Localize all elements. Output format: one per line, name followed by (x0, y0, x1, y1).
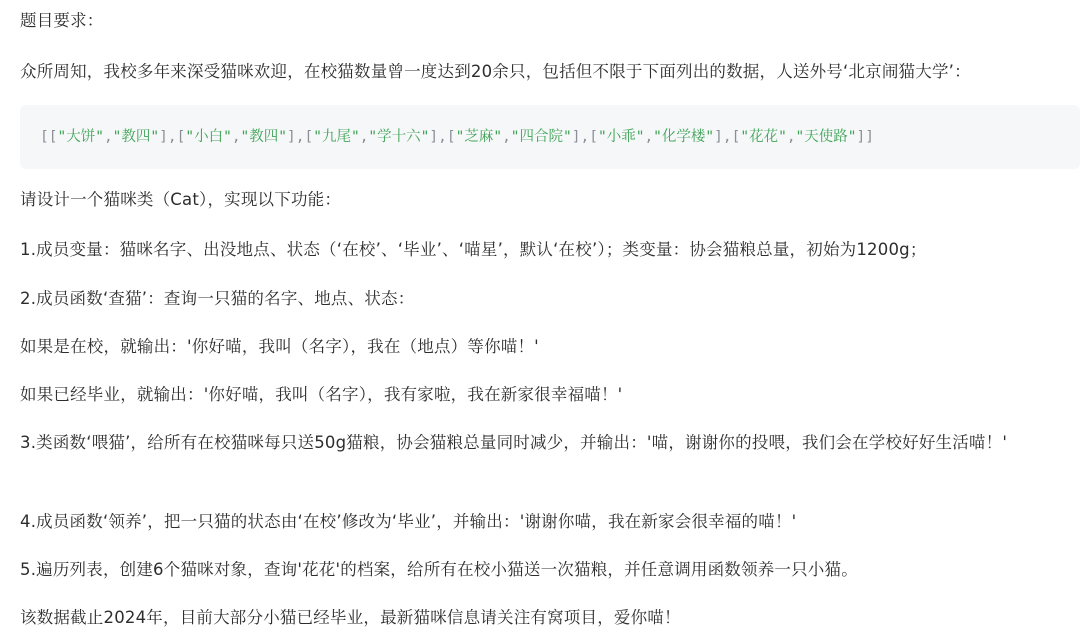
requirement-4: 4.成员函数‘领养’，把一只猫的状态由‘在校’修改为‘毕业’，并输出：'谢谢你喵，我在新家会很幸福的喵！' (20, 512, 797, 531)
code-bracket: [ (589, 129, 598, 145)
code-bracket: ] (865, 129, 874, 145)
code-comma: , (359, 129, 369, 145)
code-string: "九尾" (313, 129, 360, 145)
code-string: "化学楼" (653, 129, 715, 145)
cat-list-code (40, 125, 874, 149)
code-bracket: [ (176, 129, 186, 145)
code-string: "四合院" (510, 129, 572, 145)
code-comma: , (295, 129, 305, 145)
code-string: "花花" (740, 129, 787, 145)
code-bracket: ] (856, 129, 866, 145)
code-bracket: ] (429, 129, 439, 145)
requirement-5: 5.遍历列表，创建6个猫咪对象，查询'花花'的档案，给所有在校小猫送一次猫粮，并任意调用函数领养一只小猫。 (20, 560, 858, 579)
code-bracket: [ (731, 129, 741, 145)
code-bracket: ] (714, 129, 723, 145)
code-comma: , (167, 129, 177, 145)
code-string: "天使路" (795, 129, 857, 145)
code-string: "学十六" (368, 129, 430, 145)
requirement-2-case-in-school: 如果是在校，就输出：'你好喵，我叫（名字），我在（地点）等你喵！' (20, 337, 539, 356)
code-comma: , (580, 129, 590, 145)
code-string: "芝麻" (455, 129, 503, 145)
code-comma: , (722, 129, 732, 145)
code-string: "小乖" (597, 129, 645, 145)
code-block (20, 105, 1080, 169)
code-bracket: [ (40, 129, 49, 145)
code-string: "教四" (112, 129, 160, 145)
requirement-3: 3.类函数‘喂猫’，给所有在校猫咪每只送50g猫粮，协会猫粮总量同时减少，并输出：'喵，谢谢你的投喂，我们会在学校好好生活喵！' (20, 433, 1008, 452)
code-string: "大饼" (57, 129, 104, 145)
code-comma: , (644, 129, 654, 145)
code-bracket: ] (571, 129, 581, 145)
code-bracket: [ (304, 129, 314, 145)
code-comma: , (103, 129, 113, 145)
design-prompt: 请设计一个猫咪类（Cat），实现以下功能： (20, 190, 342, 209)
code-bracket: [ (446, 129, 456, 145)
code-string: "小白" (185, 129, 232, 145)
code-bracket: ] (287, 129, 296, 145)
requirement-2-case-graduated: 如果已经毕业，就输出：'你好喵，我叫（名字），我有家啦，我在新家很幸福喵！' (20, 385, 623, 404)
code-comma: , (502, 129, 511, 145)
code-bracket: [ (48, 129, 58, 145)
intro-paragraph: 众所周知，我校多年来深受猫咪欢迎，在校猫数量曾一度达到20余只，包括但不限于下面列出的数据，人送外号‘北京闹猫大学’： (20, 62, 971, 81)
requirement-1: 1.成员变量：猫咪名字、出没地点、状态（‘在校’、‘毕业’、‘喵星’，默认‘在校’）；类变量：协会猫粮总量，初始为1200g； (20, 240, 927, 259)
code-string: "教四" (240, 129, 288, 145)
code-comma: , (438, 129, 447, 145)
code-bracket: ] (159, 129, 168, 145)
section-title: 题目要求： (20, 11, 104, 30)
requirement-2: 2.成员函数‘查猫’：查询一只猫的名字、地点、状态： (20, 289, 415, 308)
closing-note: 该数据截止2024年，目前大部分小猫已经毕业，最新猫咪信息请关注有窝项目，爱你喵！ (20, 608, 681, 627)
code-comma: , (231, 129, 241, 145)
code-comma: , (786, 129, 796, 145)
